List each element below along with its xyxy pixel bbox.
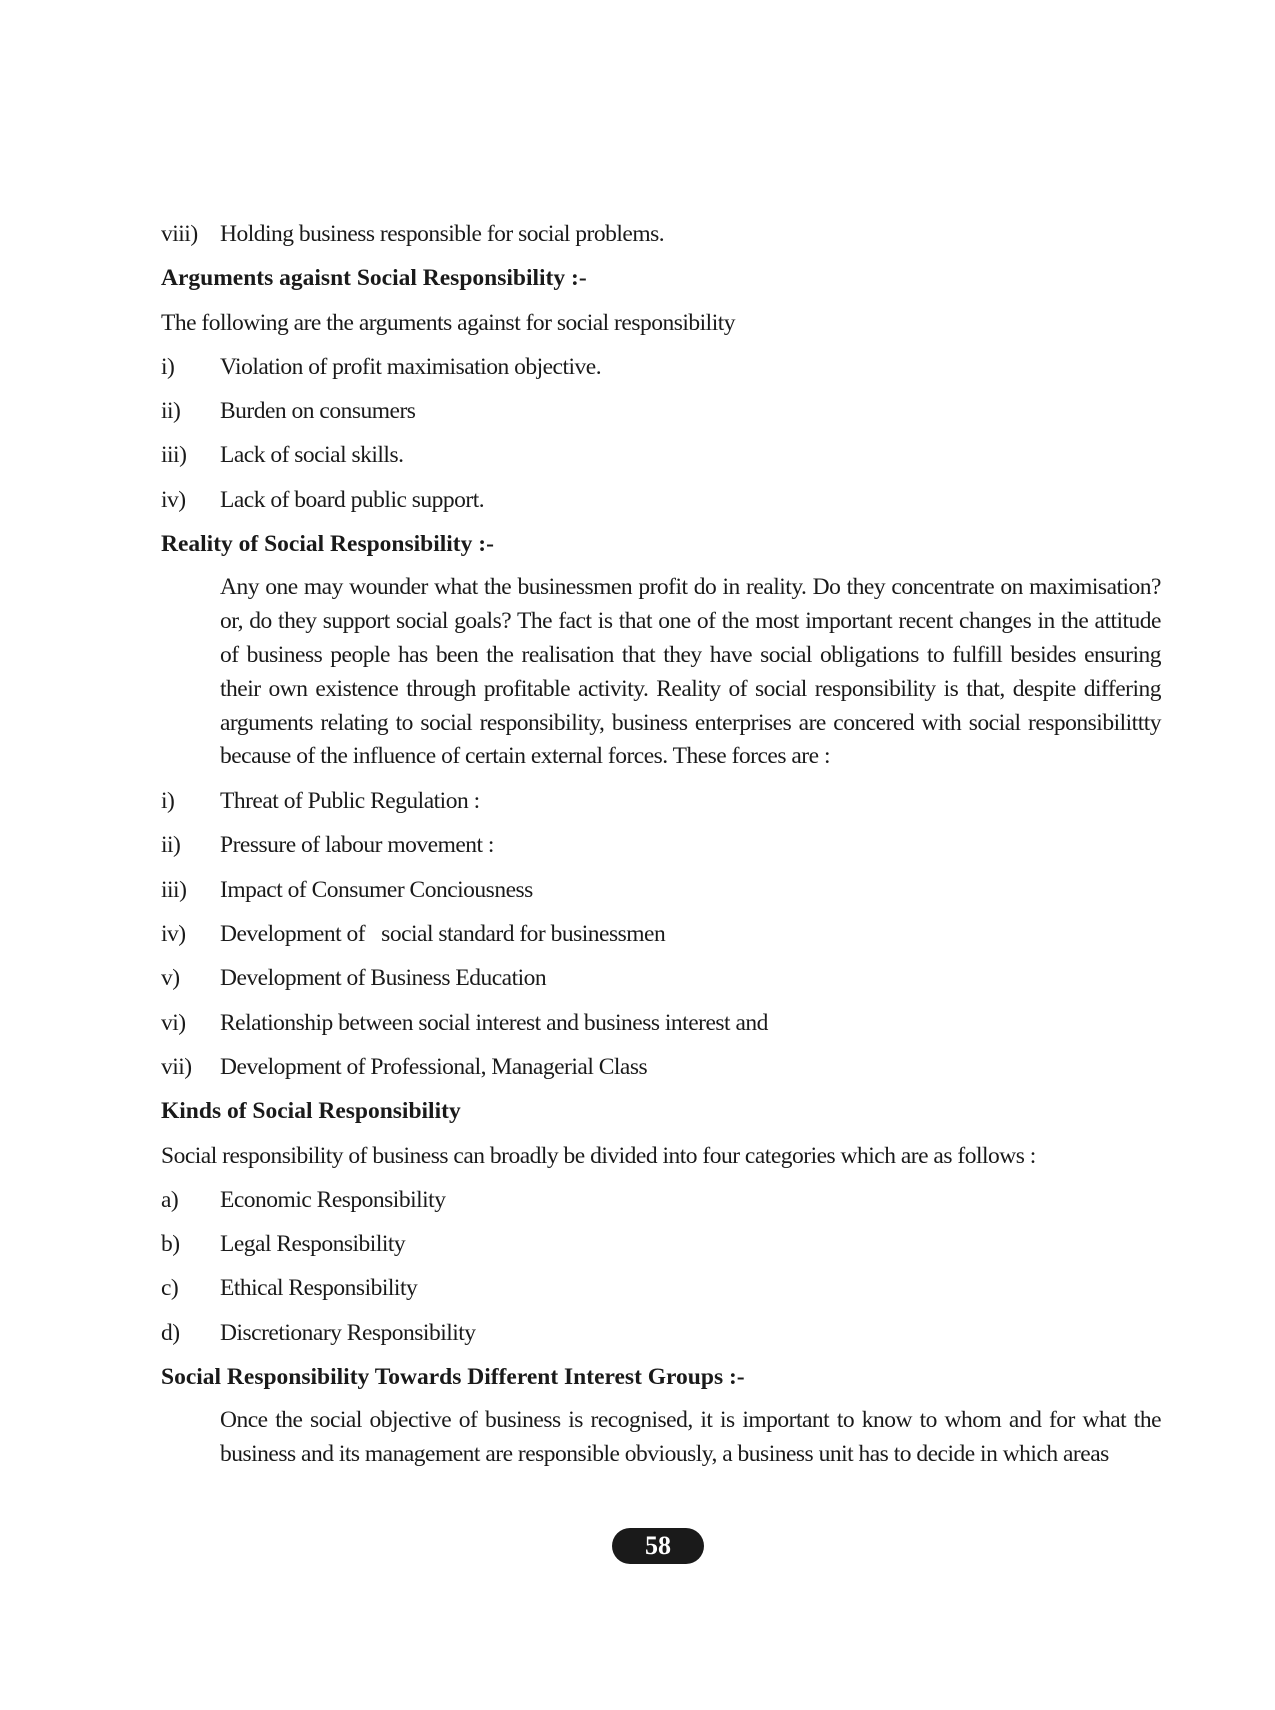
list-item	[161, 823, 1161, 867]
list-item-text: Development of Business Education	[220, 965, 547, 992]
list-item	[161, 868, 1161, 912]
page-content	[161, 212, 1161, 1472]
list-marker: iv)	[161, 921, 186, 948]
section-heading-reality: Reality of Social Responsibility :-	[161, 531, 494, 558]
list-item	[161, 912, 1161, 956]
list-item-text: Development of Professional, Managerial Class	[220, 1053, 648, 1080]
list-item	[161, 1311, 1161, 1355]
list-item-text: Threat of Public Regulation :	[220, 788, 480, 815]
list-marker: viii)	[161, 221, 198, 247]
list-marker: iv)	[161, 486, 186, 513]
list-item	[161, 1001, 1161, 1045]
list-item	[161, 433, 1161, 477]
list-item	[161, 212, 1161, 256]
list-marker: c)	[161, 1275, 179, 1302]
reality-paragraph: Any one may wounder what the businessmen profit do in reality. Do they concentrate on maximisation? or, do they support social goals? The fact is that one of the most important recent changes in the attitude of business people has been the realisation that they have social obligations to fulfill besides ensuring their own existence through profitable activity. Reality of social responsibility is that, despite differing arguments relating to social responsibility, business enterprises are concered with social responsibilittty because of the influence of certain external forces. These forces are :	[220, 574, 1161, 770]
list-marker: i)	[161, 788, 175, 815]
list-item-text: Ethical Responsibility	[220, 1275, 418, 1302]
list-item	[161, 956, 1161, 1000]
page-number-badge: 58	[612, 1528, 704, 1564]
section-heading-interest-groups: Social Responsibility Towards Different Interest Groups :-	[161, 1364, 745, 1391]
list-marker: iii)	[161, 876, 187, 903]
list-item-text: Economic Responsibility	[220, 1186, 446, 1213]
list-item-text: Lack of board public support.	[220, 486, 485, 513]
list-marker: ii)	[161, 398, 181, 425]
list-item-text: Development of social standard for businessmen	[220, 921, 666, 948]
list-item-text: Violation of profit maximisation objective.	[220, 353, 602, 380]
list-item	[161, 345, 1161, 389]
list-item	[161, 1222, 1161, 1266]
list-item-text: Legal Responsibility	[220, 1231, 406, 1258]
list-item	[161, 389, 1161, 433]
list-item-text: Holding business responsible for social problems.	[220, 221, 665, 247]
list-marker: i)	[161, 353, 175, 380]
list-item	[161, 1266, 1161, 1310]
list-marker: vi)	[161, 1009, 186, 1036]
list-item-text: Lack of social skills.	[220, 442, 404, 469]
list-marker: iii)	[161, 442, 187, 469]
interest-groups-paragraph: Once the social objective of business is recognised, it is important to know to whom and for what the business and its management are responsible obviously, a business unit has to decide in which areas	[220, 1407, 1161, 1468]
list-item	[161, 1045, 1161, 1089]
list-marker: a)	[161, 1186, 179, 1213]
section-heading-kinds: Kinds of Social Responsibility	[161, 1098, 461, 1125]
list-marker: vii)	[161, 1053, 192, 1080]
list-marker: ii)	[161, 832, 181, 859]
section-heading-arguments: Arguments agaisnt Social Responsibility :-	[161, 265, 587, 292]
list-item-text: Pressure of labour movement :	[220, 832, 494, 859]
list-item	[161, 1178, 1161, 1222]
kinds-intro: Social responsibility of business can broadly be divided into four categories which are as follows :	[161, 1142, 1036, 1169]
list-item	[161, 779, 1161, 823]
list-item-text: Burden on consumers	[220, 398, 416, 425]
arguments-intro: The following are the arguments against for social responsibility	[161, 309, 736, 336]
list-item-text: Impact of Consumer Conciousness	[220, 876, 533, 903]
list-item-text: Relationship between social interest and business interest and	[220, 1009, 768, 1036]
list-marker: d)	[161, 1319, 180, 1346]
list-marker: v)	[161, 965, 180, 992]
list-item	[161, 478, 1161, 522]
list-marker: b)	[161, 1231, 180, 1258]
list-item-text: Discretionary Responsibility	[220, 1319, 476, 1346]
